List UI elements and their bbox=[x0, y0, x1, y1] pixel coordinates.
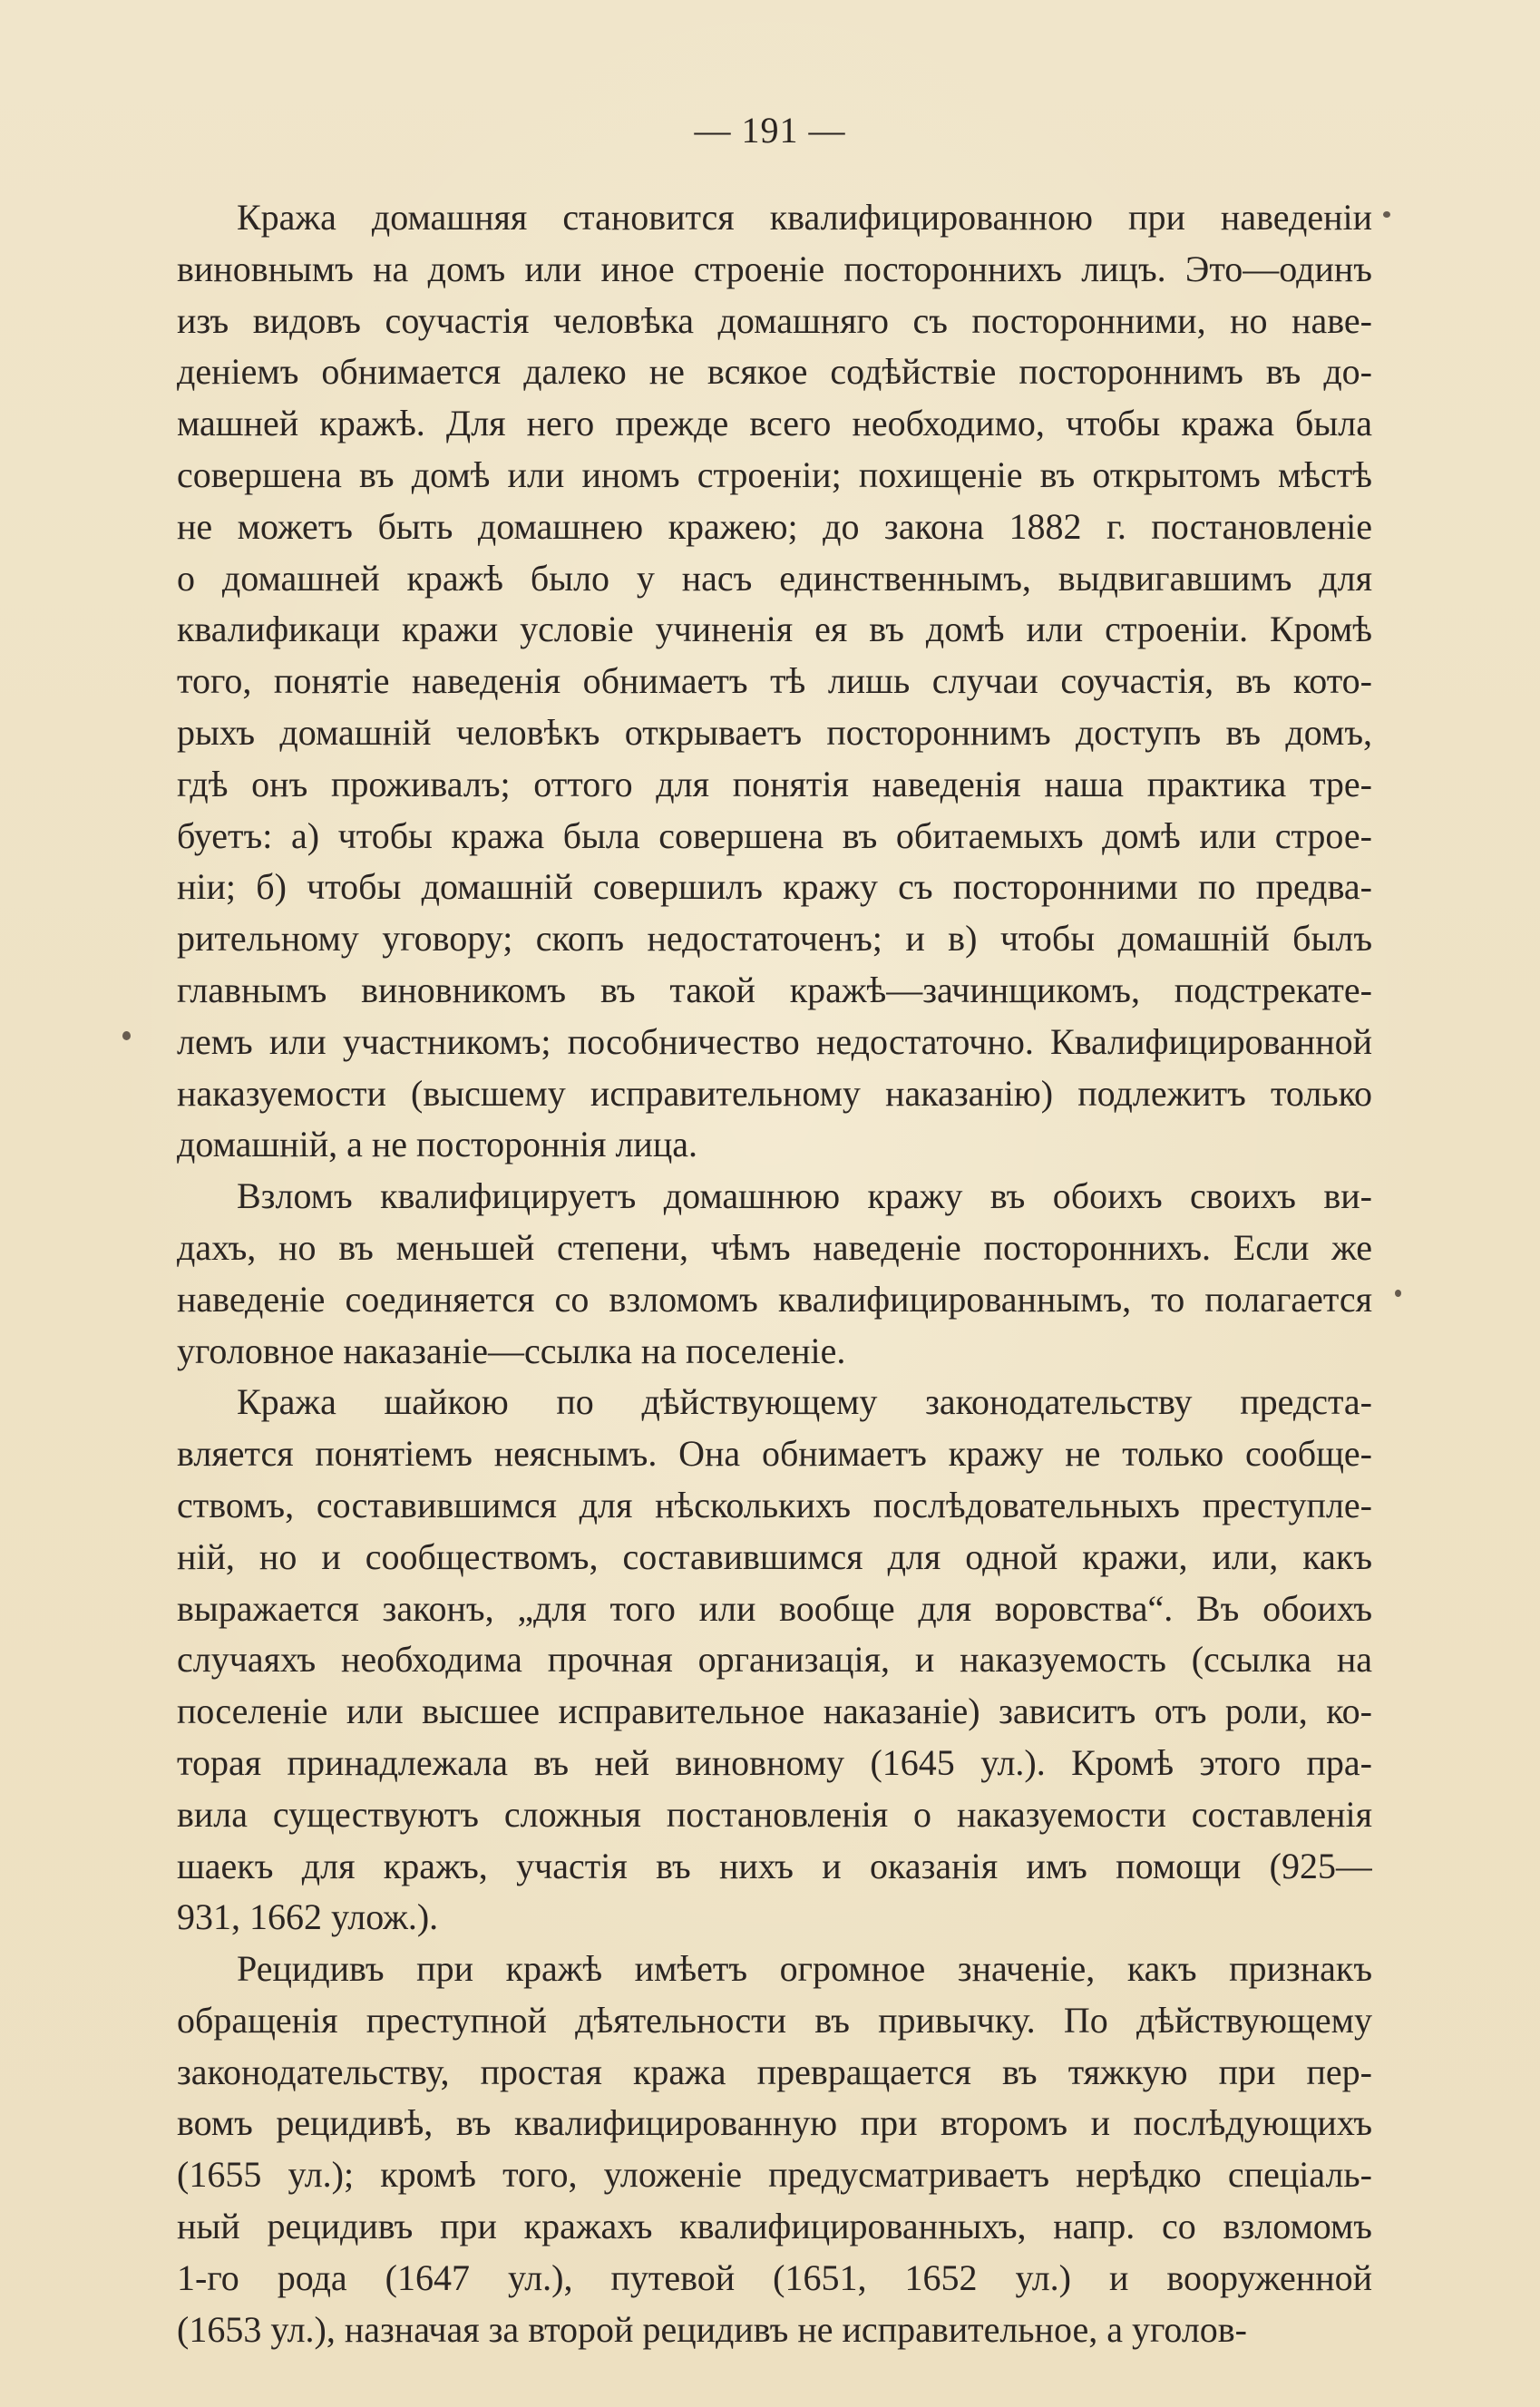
text-line: о домашней кражѣ было у насъ единственнымъ, выдвигавшимъ для bbox=[177, 557, 1372, 599]
text-line: буетъ: а) чтобы кража была совершена въ обитаемыхъ домѣ или строе- bbox=[177, 814, 1372, 856]
text-line: ствомъ, составившимся для нѣсколькихъ послѣдовательныхъ преступле- bbox=[177, 1484, 1372, 1525]
paragraph bbox=[177, 1944, 1372, 2355]
text-line: выражается законъ, „для того или вообще для воровства“. Въ обоихъ bbox=[177, 1587, 1372, 1629]
text-line: квалификаци кражи условiе учиненiя ея въ домѣ или строенiи. Кромѣ bbox=[177, 609, 1372, 650]
text-line: случаяхъ необходима прочная организацiя, и наказуемость (ссылка на bbox=[177, 1639, 1372, 1681]
text-line: обращенiя преступной дѣятельности въ привычку. По дѣйствующему bbox=[177, 1999, 1372, 2041]
paragraph bbox=[177, 1377, 1372, 1944]
text-line: наведенiе соединяется со взломомъ квалифицированнымъ, то полагается bbox=[177, 1278, 1372, 1320]
ink-speck bbox=[1383, 211, 1390, 218]
text-line: Взломъ квалифицируетъ домашнюю кражу въ обоихъ своихъ ви- bbox=[237, 1175, 1372, 1217]
text-line: Кража домашняя становится квалифицированною при наведенiи bbox=[237, 197, 1372, 238]
ink-speck bbox=[1395, 1290, 1401, 1297]
text-line: денiемъ обнимается далеко не всякое содѣйствiе постороннимъ въ до- bbox=[177, 351, 1372, 393]
text-line: машней кражѣ. Для него прежде всего необходимо, чтобы кража была bbox=[177, 403, 1372, 444]
text-line: (1653 ул.), назначая за второй рецидивъ не исправительное, а уголов- bbox=[177, 2308, 1247, 2350]
text-line: уголовное наказанiе—ссылка на поселенiе. bbox=[177, 1330, 846, 1371]
text-line: гдѣ онъ проживалъ; оттого для понятiя наведенiя наша практика тре- bbox=[177, 763, 1372, 804]
text-line: дахъ, но въ меньшей степени, чѣмъ наведенiе постороннихъ. Если же bbox=[177, 1226, 1372, 1268]
text-line: законодательству, простая кража превращается въ тяжкую при пер- bbox=[177, 2051, 1372, 2092]
paragraph bbox=[177, 1171, 1372, 1377]
text-line: совершена въ домѣ или иномъ строенiи; похищенiе въ открытомъ мѣстѣ bbox=[177, 453, 1372, 495]
text-line: главнымъ виновникомъ въ такой кражѣ—зачинщикомъ, подстрекате- bbox=[177, 969, 1372, 1010]
text-line: изъ видовъ соучастiя человѣка домашняго съ посторонними, но наве- bbox=[177, 299, 1372, 341]
text-line: Рецидивъ при кражѣ имѣетъ огромное значенiе, какъ признакъ bbox=[237, 1948, 1372, 1990]
paragraph bbox=[177, 192, 1372, 1171]
text-line: того, понятiе наведенiя обнимаетъ тѣ лишь случаи соучастiя, въ кото- bbox=[177, 660, 1372, 702]
text-line: нiи; б) чтобы домашнiй совершилъ кражу съ посторонними по предва- bbox=[177, 866, 1372, 908]
text-line: не можетъ быть домашнею кражею; до закона 1882 г. постановленiе bbox=[177, 505, 1372, 547]
text-line: виновнымъ на домъ или иное строенiе постороннихъ лицъ. Это—одинъ bbox=[177, 248, 1372, 289]
text-line: 1-го рода (1647 ул.), путевой (1651, 1652 ул.) и вооруженной bbox=[177, 2256, 1372, 2298]
text-line: вила существуютъ сложныя постановленiя о наказуемости составленiя bbox=[177, 1793, 1372, 1835]
text-line: вомъ рецидивѣ, въ квалифицированную при второмъ и послѣдующихъ bbox=[177, 2102, 1372, 2144]
text-line: рыхъ домашнiй человѣкъ открываетъ постороннимъ доступъ въ домъ, bbox=[177, 711, 1372, 753]
text-line: вляется понятiемъ неяснымъ. Она обнимаетъ кражу не только сообще- bbox=[177, 1433, 1372, 1475]
text-line: шаекъ для кражъ, участiя въ нихъ и оказанiя имъ помощи (925— bbox=[177, 1845, 1372, 1886]
text-line: рительному уговору; скопъ недостаточенъ; и в) чтобы домашнiй былъ bbox=[177, 918, 1372, 960]
text-line: ный рецидивъ при кражахъ квалифицированныхъ, напр. со взломомъ bbox=[177, 2206, 1372, 2247]
text-line: торая принадлежала въ ней виновному (1645 ул.). Кромѣ этого пра- bbox=[177, 1741, 1372, 1783]
text-line: поселенiе или высшее исправительное наказанiе) зависитъ отъ роли, ко- bbox=[177, 1691, 1372, 1732]
text-line: (1655 ул.); кромѣ того, уложенiе предусматриваетъ нерѣдко спецiаль- bbox=[177, 2154, 1372, 2196]
text-line: лемъ или участникомъ; пособничество недостаточно. Квалифицированной bbox=[177, 1020, 1372, 1062]
ink-speck bbox=[122, 1031, 131, 1040]
text-line: 931, 1662 улож.). bbox=[177, 1896, 439, 1938]
text-line: наказуемости (высшему исправительному наказанiю) подлежитъ только bbox=[177, 1072, 1372, 1114]
page-number: — 191 — bbox=[694, 110, 846, 151]
text-line: нiй, но и сообществомъ, составившимся для одной кражи, или, какъ bbox=[177, 1535, 1372, 1577]
text-line: Кража шайкою по дѣйствующему законодательству предста- bbox=[237, 1381, 1372, 1423]
body-text bbox=[177, 192, 1372, 2355]
text-line: домашнiй, а не постороннiя лица. bbox=[177, 1124, 697, 1165]
